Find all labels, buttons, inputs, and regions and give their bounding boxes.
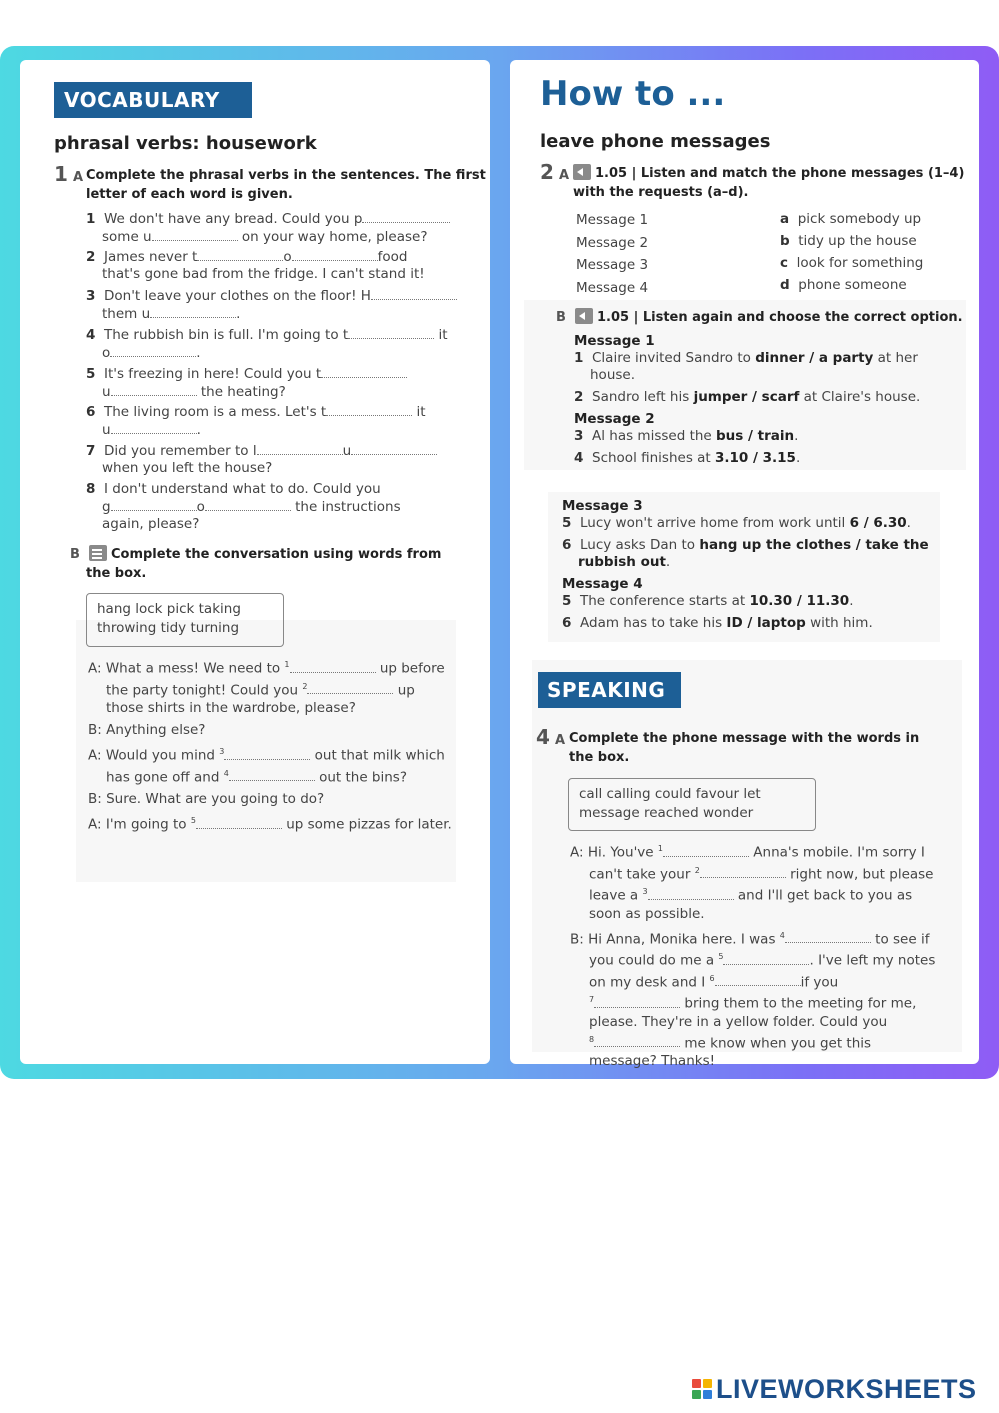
- item-text: when you left the house?: [102, 460, 273, 476]
- dialog-text: A: I'm going to: [88, 816, 191, 833]
- answer-blank[interactable]: [594, 995, 680, 1008]
- gap-number: 5: [190, 816, 196, 825]
- ex2-instruction: [573, 164, 964, 202]
- dialog-text: has gone off and: [106, 769, 224, 785]
- dialog-text: right now, but please: [790, 866, 934, 882]
- answer-blank[interactable]: [351, 442, 437, 455]
- dialog-text: out the bins?: [319, 769, 407, 785]
- item-number: 1: [86, 211, 96, 227]
- ex4-header: [536, 725, 565, 749]
- ex2-instr-line1: | Listen and match the phone messages (1–4): [627, 166, 965, 181]
- message-label: Message 4: [576, 279, 649, 296]
- ex1-header: [54, 162, 83, 186]
- item-text: o: [102, 345, 111, 361]
- item-text: The rubbish bin is full. I'm going to t: [104, 327, 349, 343]
- logo-text: LIVEWORKSHEETS: [716, 1374, 977, 1404]
- item-text: James never t: [104, 249, 198, 265]
- dialog-text: to see if: [875, 931, 930, 947]
- item-number: 8: [86, 481, 96, 497]
- item-text: We don't have any bread. Could you p: [104, 211, 363, 227]
- document-icon: [89, 545, 107, 561]
- ex4-instr-line2: the box.: [569, 750, 630, 765]
- audio-icon[interactable]: [573, 164, 591, 180]
- dialog-text: those shirts in the wardrobe, please?: [106, 700, 356, 716]
- answer-blank[interactable]: [111, 498, 197, 511]
- logo-icon: [692, 1379, 714, 1401]
- howto-panel: [510, 60, 979, 1069]
- option-text[interactable]: dinner / a party: [755, 350, 874, 366]
- item-text: .: [665, 554, 671, 570]
- ex1-item: [86, 403, 426, 439]
- gap-number: 3: [219, 747, 225, 756]
- answer-blank[interactable]: [111, 421, 197, 434]
- option-text[interactable]: hang up the clothes / take the: [699, 537, 929, 553]
- dialog-text: and I'll get back to you as: [737, 887, 913, 904]
- message-label: Message 2: [576, 234, 649, 251]
- dialog-text: you could do me a: [589, 952, 719, 969]
- item-text: with him.: [805, 615, 873, 631]
- message3-block: [562, 498, 929, 632]
- item-text: some u: [102, 229, 152, 245]
- item-text: .: [196, 345, 201, 361]
- exB-letter: B: [70, 547, 80, 562]
- dialog-text: please. They're in a yellow folder. Could you: [589, 1013, 888, 1030]
- request-key: b: [780, 233, 790, 249]
- dialog-text: can't take your: [589, 866, 695, 882]
- answer-blank[interactable]: [326, 403, 412, 416]
- word-box: [86, 593, 284, 647]
- gap-number: 2: [694, 865, 700, 875]
- item-number: 2: [574, 389, 584, 405]
- answer-blank[interactable]: [715, 973, 801, 986]
- item-text: .: [196, 422, 201, 438]
- gap-number: 2: [302, 681, 308, 691]
- item-text: at her: [873, 350, 918, 366]
- answer-blank[interactable]: [292, 248, 378, 261]
- answer-blank[interactable]: [290, 660, 376, 673]
- ex1-item: [86, 248, 425, 283]
- item-text: o: [283, 249, 292, 265]
- option-text[interactable]: rubbish out: [578, 554, 666, 570]
- item-text: .: [795, 450, 801, 466]
- gap-number: 7: [589, 995, 595, 1004]
- item-text: food: [377, 249, 408, 265]
- track-number: 1.05: [595, 166, 628, 181]
- dialog-text: the party tonight! Could you: [106, 682, 303, 698]
- option-text[interactable]: 10.30 / 11.30: [749, 593, 850, 609]
- ex2-instr-line2: with the requests (a–d).: [573, 185, 749, 200]
- answer-blank[interactable]: [307, 681, 393, 694]
- message-label: Message 1: [576, 212, 649, 228]
- ex2-header: [540, 160, 569, 184]
- item-text: School finishes at: [592, 450, 715, 466]
- word-box-line: call calling could favour let: [579, 786, 761, 802]
- item-number: 4: [86, 327, 96, 343]
- item-text: Don't leave your clothes on the floor! H: [104, 288, 371, 304]
- ex4-number: 4: [536, 725, 550, 749]
- gap-number: 1: [657, 844, 663, 853]
- item-text: It's freezing in here! Could you t: [104, 366, 322, 382]
- request-text: pick somebody up: [797, 211, 922, 227]
- dialog-text: on my desk and I: [589, 974, 710, 990]
- item-text: o: [196, 499, 205, 515]
- ex1-item: [86, 210, 450, 246]
- ex1-item: [86, 365, 407, 401]
- requests-list: [780, 208, 923, 296]
- request-text: tidy up the house: [798, 233, 917, 249]
- dialog-text: if you: [800, 974, 839, 990]
- item-text: The conference starts at: [580, 593, 750, 609]
- word-box-line: message reached wonder: [579, 805, 754, 821]
- answer-blank[interactable]: [348, 326, 434, 339]
- dialog-text: B: Anything else?: [88, 722, 206, 738]
- gap-number: 1: [284, 660, 290, 669]
- item-text: Did you remember to l: [104, 443, 257, 459]
- request-key: d: [780, 277, 790, 293]
- answer-blank[interactable]: [205, 498, 291, 511]
- word-box-line: throwing tidy turning: [97, 620, 240, 636]
- option-text[interactable]: bus / train: [716, 428, 795, 444]
- message1-block: [574, 333, 920, 467]
- item-number: 7: [86, 443, 96, 459]
- dialog-text: me know when you get this: [684, 1035, 872, 1051]
- item-text: at Claire's house.: [799, 389, 921, 405]
- ex2-number: 2: [540, 160, 554, 184]
- answer-blank[interactable]: [111, 383, 197, 396]
- ex1-instr-line2: letter of each word is given.: [86, 187, 293, 202]
- ex1-item: [86, 481, 401, 533]
- gap-number: 8: [589, 1034, 595, 1044]
- option-text[interactable]: ID / laptop: [726, 615, 806, 631]
- ex1-item: [86, 442, 437, 477]
- option-text[interactable]: jumper / scarf: [693, 389, 800, 405]
- dialog-text: . I've left my notes: [809, 952, 936, 969]
- ex1-item: [86, 326, 448, 362]
- item-number: 4: [574, 450, 584, 466]
- item-number: 2: [86, 249, 96, 265]
- ex4-letter: A: [555, 733, 566, 748]
- item-text: g: [102, 499, 111, 515]
- ex1-instruction: [86, 166, 486, 204]
- item-text: I don't understand what to do. Could you: [104, 481, 381, 497]
- dialog-text: up: [397, 682, 415, 698]
- item-text: The living room is a mess. Let's t: [104, 404, 327, 420]
- word-box: [568, 778, 816, 831]
- track-number: 1.05: [596, 310, 630, 325]
- dialog-text: B: Hi Anna, Monika here. I was: [570, 931, 780, 947]
- answer-blank[interactable]: [224, 747, 310, 760]
- dialog-text: A: Would you mind: [88, 747, 220, 764]
- dialog-text: message? Thanks!: [589, 1053, 716, 1069]
- messages-list: [576, 209, 648, 299]
- item-number: 5: [562, 515, 572, 531]
- answer-blank[interactable]: [371, 287, 457, 300]
- item-number: 3: [86, 288, 96, 304]
- item-text: Al has missed the: [592, 428, 717, 444]
- item-text: .: [236, 306, 241, 322]
- item-text: .: [906, 515, 911, 531]
- ex2b-instruction: [556, 308, 963, 327]
- message-title: Message 2: [574, 411, 655, 427]
- ex4-instr-line1: Complete the phone message with the words in: [569, 731, 920, 746]
- item-text: it: [416, 404, 426, 420]
- item-text: Lucy asks Dan to: [580, 537, 700, 553]
- ex4-instruction: [569, 729, 919, 767]
- audio-icon[interactable]: [575, 308, 593, 324]
- answer-blank[interactable]: [700, 865, 786, 878]
- answer-blank[interactable]: [197, 248, 283, 261]
- ex1-letter: A: [73, 170, 84, 185]
- answer-blank[interactable]: [321, 365, 407, 378]
- request-text: look for something: [796, 255, 924, 271]
- gap-number: 3: [642, 887, 648, 896]
- message-title: Message 1: [574, 333, 655, 349]
- answer-blank[interactable]: [196, 816, 282, 829]
- answer-blank[interactable]: [152, 228, 238, 241]
- gap-number: 5: [718, 952, 724, 961]
- dialog-text: leave a: [589, 887, 643, 904]
- item-text: it: [438, 327, 448, 343]
- speaking-banner: SPEAKING: [538, 672, 681, 708]
- item-number: 6: [562, 615, 572, 631]
- exB-instr-line2: the box.: [86, 566, 147, 581]
- howto-heading: leave phone messages: [540, 131, 771, 152]
- item-text: Adam has to take his: [580, 615, 727, 631]
- item-number: 6: [86, 404, 96, 420]
- dialog-text: up some pizzas for later.: [286, 816, 452, 833]
- message-label: Message 3: [576, 257, 649, 273]
- item-text: the heating?: [200, 384, 286, 400]
- ex2b-letter: B: [556, 310, 566, 325]
- dialog-text: A: What a mess! We need to: [88, 660, 285, 677]
- item-text: u: [102, 384, 111, 400]
- vocabulary-panel: [20, 60, 490, 1064]
- gap-number: 4: [779, 930, 785, 940]
- item-text: house.: [590, 367, 636, 383]
- item-number: 5: [86, 366, 96, 382]
- message-title: Message 4: [562, 576, 643, 592]
- liveworksheets-logo[interactable]: [692, 1374, 977, 1405]
- word-box-line: hang lock pick taking: [97, 601, 241, 617]
- gap-number: 6: [709, 973, 715, 983]
- exB-instruction: [70, 545, 441, 583]
- item-text: .: [794, 428, 799, 444]
- vocabulary-banner: VOCABULARY: [54, 82, 252, 118]
- item-text: u: [102, 422, 111, 438]
- gap-number: 4: [223, 768, 229, 778]
- item-number: 6: [562, 537, 572, 553]
- answer-blank[interactable]: [785, 930, 871, 943]
- dialog-text: out that milk which: [314, 747, 445, 764]
- answer-blank[interactable]: [110, 344, 196, 357]
- answer-blank[interactable]: [723, 952, 809, 965]
- request-key: c: [780, 255, 789, 271]
- message-title: Message 3: [562, 498, 643, 514]
- conversation: [88, 656, 452, 834]
- dialog-text: Anna's mobile. I'm sorry I: [753, 844, 925, 861]
- phone-message-dialog: [570, 840, 935, 1070]
- ex1-number: 1: [54, 162, 68, 186]
- item-text: the instructions: [295, 499, 401, 515]
- ex2b-instr: | Listen again and choose the correct option.: [629, 310, 963, 325]
- item-text: them u: [102, 306, 151, 322]
- item-text: .: [849, 593, 854, 609]
- item-text: u: [342, 443, 352, 459]
- item-text: that's gone bad from the fridge. I can't stand it!: [102, 266, 425, 282]
- item-text: on your way home, please?: [241, 229, 428, 245]
- howto-title: How to ...: [540, 74, 726, 114]
- dialog-text: bring them to the meeting for me,: [684, 995, 917, 1012]
- option-text[interactable]: 6 / 6.30: [849, 515, 907, 531]
- ex1-item: [86, 287, 457, 323]
- answer-blank[interactable]: [257, 442, 343, 455]
- answer-blank[interactable]: [594, 1034, 680, 1047]
- item-text: Claire invited Sandro to: [592, 350, 756, 366]
- item-text: Lucy won't arrive home from work until: [580, 515, 850, 531]
- dialog-text: B: Sure. What are you going to do?: [88, 791, 325, 807]
- request-text: phone someone: [798, 277, 907, 293]
- dialog-text: soon as possible.: [589, 905, 705, 922]
- item-text: again, please?: [102, 516, 200, 532]
- exB-instr-line1: Complete the conversation using words from: [110, 547, 442, 562]
- dialog-text: A: Hi. You've: [570, 844, 658, 861]
- item-text: Sandro left his: [592, 389, 694, 405]
- answer-blank[interactable]: [663, 844, 749, 857]
- answer-blank[interactable]: [648, 887, 734, 900]
- item-number: 1: [574, 350, 584, 366]
- vocab-heading: phrasal verbs: housework: [54, 133, 317, 154]
- ex2-letter: A: [559, 168, 570, 183]
- answer-blank[interactable]: [229, 768, 315, 781]
- request-key: a: [780, 211, 790, 227]
- answer-blank[interactable]: [362, 210, 450, 223]
- answer-blank[interactable]: [150, 305, 236, 318]
- option-text[interactable]: 3.10 / 3.15: [715, 450, 796, 466]
- item-number: 5: [562, 593, 572, 609]
- dialog-text: up before: [379, 660, 445, 677]
- ex1-instr-line1: Complete the phrasal verbs in the sentences. The first: [86, 168, 486, 183]
- item-number: 3: [574, 428, 584, 444]
